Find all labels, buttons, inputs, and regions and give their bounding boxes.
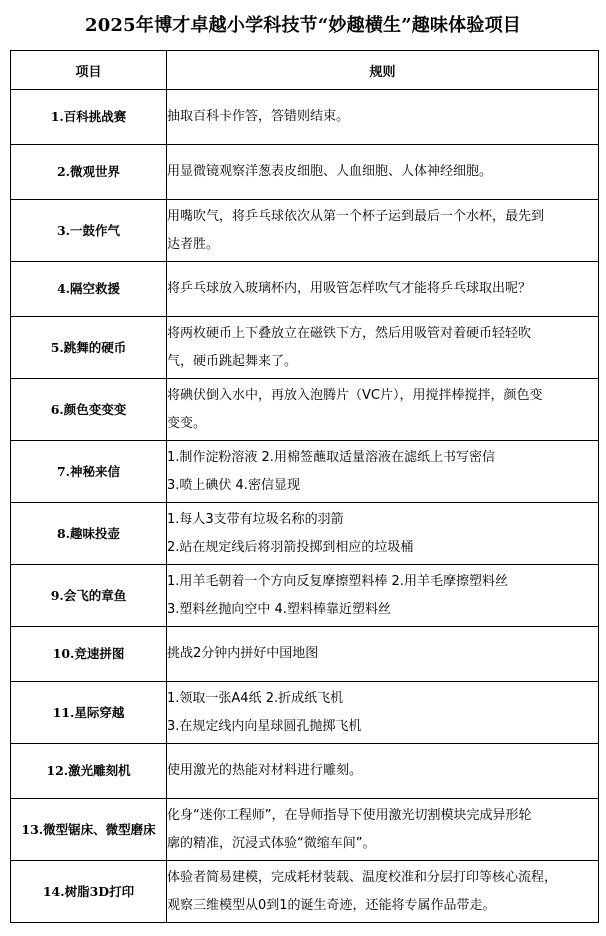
rule-text-line: 将碘伏倒入水中，再放入泡腾片（VC片），用搅拌棒搅拌，颜色变	[167, 387, 543, 403]
rule-text-line: 抽取百科卡作答，答错则结束。	[167, 109, 350, 124]
rule-text-line: 气，硬币跳起舞来了。	[167, 353, 298, 369]
table-row	[11, 627, 599, 682]
project-name-cell: 9.会飞的章鱼	[11, 565, 167, 627]
project-rule-cell	[167, 503, 599, 565]
rule-text-line: 2.站在规定线后将羽箭投掷到相应的垃圾桶	[167, 539, 414, 555]
table-header-row	[11, 51, 599, 90]
table-row	[11, 317, 599, 379]
rule-text-line: 1.每人3支带有垃圾名称的羽箭	[167, 511, 344, 527]
project-name-cell: 1.百科挑战赛	[11, 90, 167, 145]
project-rule-cell	[167, 441, 599, 503]
table-row	[11, 441, 599, 503]
project-table	[10, 50, 599, 923]
rule-text-line: 用嘴吹气，将乒乓球依次从第一个杯子运到最后一个水杯，最先到	[167, 208, 545, 224]
table-row	[11, 379, 599, 441]
table-row	[11, 565, 599, 627]
table-row	[11, 682, 599, 744]
table-row	[11, 861, 599, 923]
rule-text-line: 3.喷上碘伏 4.密信显现	[167, 477, 300, 493]
rule-text-line: 将乒乓球放入玻璃杯内，用吸管怎样吹气才能将乒乓球取出呢？	[167, 281, 532, 296]
table-row	[11, 744, 599, 799]
rule-text-line: 使用激光的热能对材料进行雕刻。	[167, 763, 363, 778]
rule-text-line: 3.在规定线内向星球圆孔抛掷飞机	[167, 718, 362, 734]
project-rule-cell	[167, 90, 599, 145]
table-body	[11, 90, 599, 923]
project-rule-cell	[167, 627, 599, 682]
rule-text-line: 1.用羊毛朝着一个方向反复摩擦塑料棒 2.用羊毛摩擦塑料丝	[167, 573, 508, 589]
table-row	[11, 799, 599, 861]
rule-text-line: 变变。	[167, 415, 207, 431]
rule-text-line: 体验者简易建模，完成耗材装载、温度校准和分层打印等核心流程，	[167, 869, 558, 885]
project-name-cell: 3.一鼓作气	[11, 200, 167, 262]
project-name-cell: 14.树脂3D打印	[11, 861, 167, 923]
project-name-cell: 12.激光雕刻机	[11, 744, 167, 799]
rule-text-line: 3.塑料丝抛向空中 4.塑料棒靠近塑料丝	[167, 601, 391, 617]
rule-text-line: 达者胜。	[167, 236, 220, 252]
header-item: 项目	[11, 51, 167, 90]
table-row	[11, 503, 599, 565]
project-name-cell: 11.星际穿越	[11, 682, 167, 744]
project-name-cell: 13.微型锯床、微型磨床	[11, 799, 167, 861]
rule-text-line: 用显微镜观察洋葱表皮细胞、人血细胞、人体神经细胞。	[167, 164, 493, 179]
project-name-cell: 4.隔空救援	[11, 262, 167, 317]
rule-text-line: 1.领取一张A4纸 2.折成纸飞机	[167, 690, 344, 706]
table-row	[11, 262, 599, 317]
project-rule-cell	[167, 379, 599, 441]
project-name-cell: 10.竞速拼图	[11, 627, 167, 682]
project-rule-cell	[167, 744, 599, 799]
rule-text-line: 将两枚硬币上下叠放立在磁铁下方，然后用吸管对着硬币轻轻吹	[167, 325, 532, 341]
project-name-cell: 7.神秘来信	[11, 441, 167, 503]
project-rule-cell	[167, 262, 599, 317]
project-rule-cell	[167, 200, 599, 262]
header-rule: 规则	[167, 51, 599, 90]
project-rule-cell	[167, 145, 599, 200]
rule-text-line: 1.制作淀粉溶液 2.用棉签蘸取适量溶液在滤纸上书写密信	[167, 449, 495, 465]
project-rule-cell	[167, 565, 599, 627]
project-name-cell: 5.跳舞的硬币	[11, 317, 167, 379]
project-rule-cell	[167, 682, 599, 744]
project-rule-cell	[167, 317, 599, 379]
project-rule-cell	[167, 861, 599, 923]
document-title: 2025年博才卓越小学科技节“妙趣横生”趣味体验项目	[84, 15, 521, 36]
project-name-cell: 6.颜色变变变	[11, 379, 167, 441]
rule-text-line: 观察三维模型从0到1的诞生奇迹，还能将专属作品带走。	[167, 897, 496, 913]
rule-text-line: 廓的精准，沉浸式体验“微缩车间”。	[167, 835, 376, 851]
project-name-cell: 8.趣味投壶	[11, 503, 167, 565]
table-row	[11, 200, 599, 262]
rule-text-line: 挑战2分钟内拼好中国地图	[167, 646, 319, 661]
project-rule-cell	[167, 799, 599, 861]
rule-text-line: 化身“迷你工程师”，在导师指导下使用激光切割模块完成异形轮	[167, 807, 532, 823]
project-name-cell: 2.微观世界	[11, 145, 167, 200]
table-row	[11, 90, 599, 145]
table-row	[11, 145, 599, 200]
